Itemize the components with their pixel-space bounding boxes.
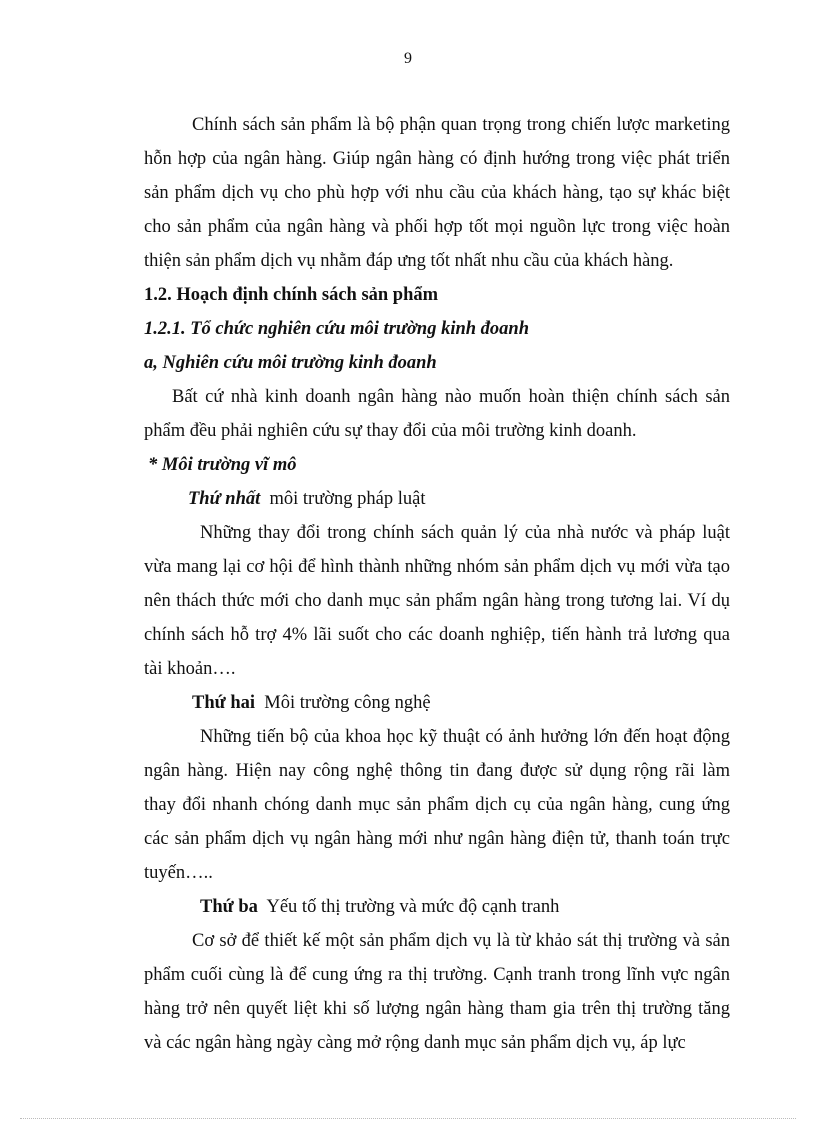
paragraph-line: phẩm cuối cùng là để cung ứng ra thị trường. Cạnh tranh trong lĩnh vực ngân [144, 965, 730, 985]
paragraph-line: nên thách thức mới cho danh mục sản phẩm ngân hàng trong tương lai. Ví dụ [144, 591, 730, 611]
paragraph-line: và các ngân hàng ngày càng mở rộng danh mục sản phẩm dịch vụ, áp lực [144, 1033, 686, 1053]
macro-environment-heading: * Môi trường vĩ mô [148, 455, 297, 475]
second-factor-title: Môi trường công nghệ [264, 693, 431, 713]
document-body [144, 108, 730, 1060]
first-factor-heading [144, 482, 730, 516]
third-factor-heading [144, 890, 730, 924]
paragraph-line: hỗn hợp của ngân hàng. Giúp ngân hàng có định hướng trong việc phát triển [144, 149, 730, 169]
paragraph-line: các sản phẩm dịch vụ ngân hàng mới như ngân hàng điện tử, thanh toán trực [144, 829, 730, 849]
paragraph-line: vừa mang lại cơ hội để hình thành những nhóm sản phẩm dịch vụ mới vừa tạo [144, 557, 730, 577]
paragraph-line: thiện sản phẩm dịch vụ nhằm đáp ưng tốt nhất nhu cầu của khách hàng. [144, 251, 674, 271]
paragraph-line: cho sản phẩm của ngân hàng và phối hợp tốt mọi nguồn lực trong việc hoàn [144, 217, 730, 237]
subsection-heading-a: a, Nghiên cứu môi trường kinh đoanh [144, 353, 437, 373]
first-factor-title: môi trường pháp luật [269, 489, 426, 509]
third-factor-title: Yếu tố thị trường và mức độ cạnh tranh [266, 897, 560, 917]
paragraph-line: thay đổi nhanh chóng danh mục sản phẩm dịch cụ của ngân hàng, cung ứng [144, 795, 730, 815]
section-heading-1-2: 1.2. Hoạch định chính sách sản phẩm [144, 285, 439, 305]
paragraph-line: tài khoản…. [144, 659, 236, 679]
second-factor-heading [144, 686, 730, 720]
paragraph-line: Cơ sở để thiết kế một sản phẩm dịch vụ là từ khảo sát thị trường và sản [192, 931, 730, 951]
section-heading-1-2-1: 1.2.1. Tổ chức nghiên cứu môi trường kinh đoanh [144, 319, 529, 339]
paragraph-line: Những thay đổi trong chính sách quản lý của nhà nước và pháp luật [200, 523, 730, 543]
paragraph-line: phẩm đều phải nghiên cứu sự thay đổi của môi trường kinh doanh. [144, 421, 637, 441]
third-factor-label: Thứ ba [200, 897, 258, 917]
paragraph-line: ngân hàng. Hiện nay công nghệ thông tin đang được sử dụng rộng rãi làm [144, 761, 730, 781]
second-factor-label: Thứ hai [192, 693, 256, 713]
first-factor-label: Thứ nhất [188, 489, 261, 509]
paragraph-line: sản phẩm dịch vụ cho phù hợp với nhu cầu của khách hàng, tạo sự khác biệt [144, 183, 730, 203]
paragraph-line: chính sách hỗ trợ 4% lãi suốt cho các doanh nghiệp, tiến hành trả lương qua [144, 625, 730, 645]
paragraph-line: Những tiến bộ của khoa học kỹ thuật có ảnh hưởng lớn đến hoạt động [200, 727, 730, 747]
page-bottom-divider [20, 1118, 796, 1119]
paragraph-line: tuyến….. [144, 863, 213, 883]
paragraph-line: Chính sách sản phẩm là bộ phận quan trọng trong chiến lược marketing [192, 115, 730, 135]
page-number: 9 [404, 50, 412, 67]
paragraph-line: hàng trở nên quyết liệt khi số lượng ngân hàng tham gia trên thị trường tăng [144, 999, 730, 1019]
paragraph-line: Bất cứ nhà kinh doanh ngân hàng nào muốn hoàn thiện chính sách sản [172, 387, 730, 407]
